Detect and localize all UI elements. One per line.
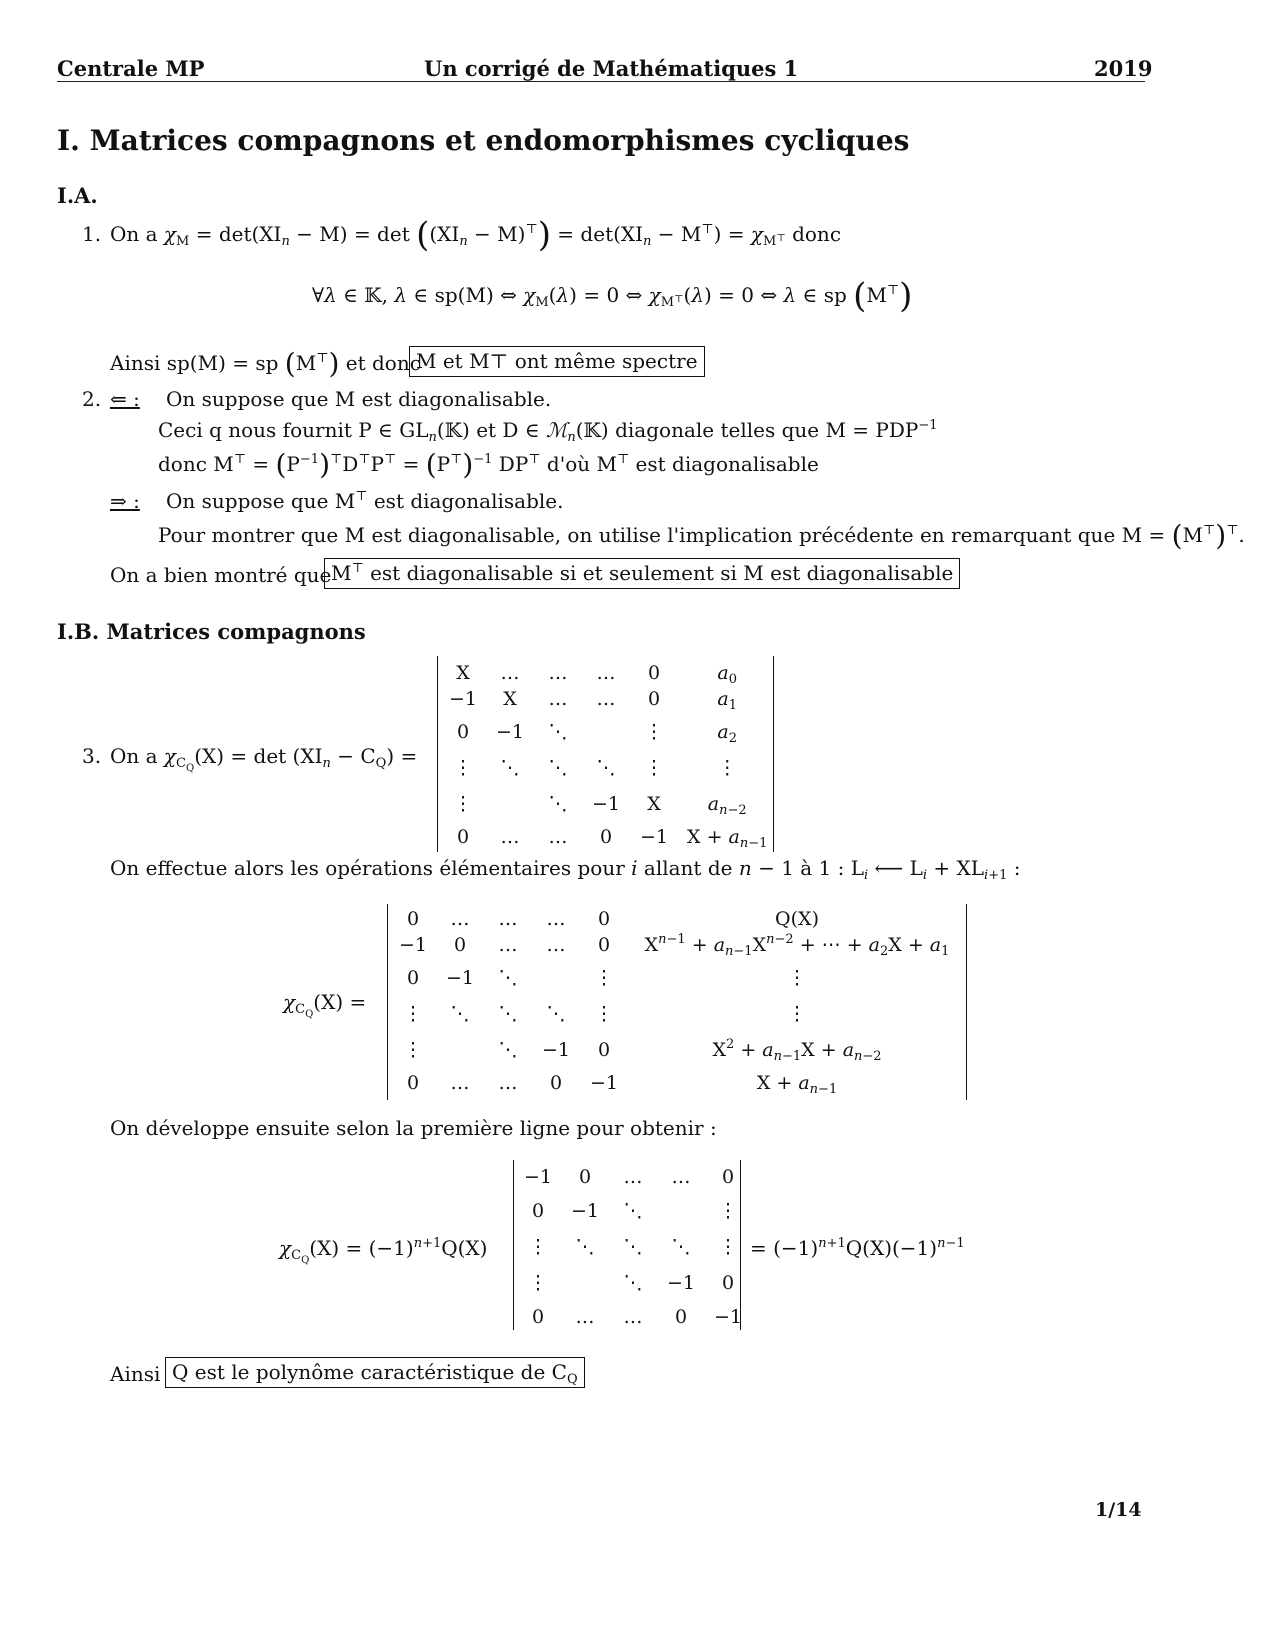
q2-direction-forward-text: On suppose que M⊤ est diagonalisable. [166, 489, 564, 513]
m1-cell: … [596, 662, 616, 684]
q2-line-factorization: Ceci q nous fournit P ∈ $GL_n(𝕂)$ et D ∈ ℳ$_n$(𝕂) diagonale telles que $M = PDP^{-1}$ [158, 418, 938, 445]
m2-cell: ⋱ [498, 967, 518, 989]
m3-cell: ⋱ [623, 1200, 643, 1222]
header-center: Un corrigé de Mathématiques 1 [424, 56, 799, 81]
m1-cell: 0 [456, 826, 470, 848]
m2-cell: 0 [597, 934, 611, 956]
m1-cell: ⋮ [453, 757, 473, 779]
m1-cell: −1 [592, 793, 621, 815]
m3-cell [657, 1191, 705, 1231]
q3-lead2: $\chi_{C_Q}(X)$ = [283, 990, 367, 1020]
m2-row [390, 932, 966, 958]
m2-cell: 0 [406, 908, 420, 930]
m2-cell: ⋱ [546, 1003, 566, 1025]
m2-cell: ⋱ [498, 1039, 518, 1061]
m1-cell: X [647, 793, 661, 815]
m3-cell: … [671, 1166, 691, 1188]
m1-cell: ⋱ [500, 757, 520, 779]
m2-cell: … [546, 934, 566, 956]
m3-cell: −1 [571, 1200, 600, 1222]
m1-row [440, 752, 776, 784]
m1-cell: $a_2$ [717, 721, 738, 746]
matrix2-left-bar [387, 904, 388, 1100]
q3-lead: On a $\chi_{C_Q}(X) = \det (XI_n - C_Q)$ = [110, 744, 418, 774]
m1-cell: X [503, 688, 517, 710]
m1-cell [582, 712, 630, 752]
q2-direction-reverse-text: On suppose que M est diagonalisable. [166, 387, 552, 411]
q2-direction-reverse: ⇐ : [110, 387, 140, 411]
m3-cell: ⋮ [528, 1272, 548, 1294]
m1-cell: … [500, 826, 520, 848]
q3-operations: On effectue alors les opérations élémentaires pour i allant de n − 1 à 1 : $L_i$ ⟵ $L_i + XL_{i+1}$ : [110, 856, 1021, 883]
m1-cell: $a_{n-2}$ [707, 793, 747, 818]
m1-cell [486, 784, 534, 824]
q3-conclusion-lead: Ainsi [110, 1362, 161, 1386]
m1-cell: −1 [496, 721, 525, 743]
m2-cell: … [546, 908, 566, 930]
m1-row [440, 784, 776, 824]
m3-row [515, 1231, 751, 1263]
m2-cell: ⋮ [594, 967, 614, 989]
m2-cell: … [450, 1072, 470, 1094]
q1-number: 1. [82, 222, 102, 246]
matrix3 [515, 1163, 751, 1331]
m3-cell: −1 [524, 1166, 553, 1188]
matrix1 [440, 660, 776, 850]
m3-cell: −1 [714, 1306, 743, 1328]
m1-cell: ⋱ [596, 757, 616, 779]
m2-cell: −1 [446, 967, 475, 989]
m2-cell: ⋱ [450, 1003, 470, 1025]
m1-cell: 0 [647, 662, 661, 684]
matrix2-right-bar [966, 904, 967, 1100]
m2-row [390, 998, 966, 1030]
page-number: 1/14 [1095, 1499, 1142, 1521]
m2-cell: ⋱ [498, 1003, 518, 1025]
q3-conclusion-box: Q est le polynôme caractéristique de $C_Q$ [165, 1357, 585, 1388]
m3-cell: 0 [531, 1306, 545, 1328]
q2-conclusion-box: M⊤ est diagonalisable si et seulement si M est diagonalisable [324, 558, 960, 589]
q2-number: 2. [82, 387, 102, 411]
m3-cell: ⋱ [623, 1236, 643, 1258]
m1-cell: … [548, 662, 568, 684]
m2-cell: … [498, 1072, 518, 1094]
subsection-b-title: I.B. Matrices compagnons [57, 619, 366, 644]
m2-cell: ⋮ [403, 1003, 423, 1025]
m2-cell: −1 [542, 1039, 571, 1061]
m3-cell: … [623, 1166, 643, 1188]
m1-cell: ⋮ [453, 793, 473, 815]
m2-cell: −1 [399, 934, 428, 956]
q1-conclusion-lead: Ainsi sp(M) = sp (M⊤) et donc [110, 347, 421, 380]
m3-cell: ⋮ [718, 1236, 738, 1258]
q3-lead3: $\chi_{C_Q}(X) = (-1)^{n+1}Q(X)$ [279, 1236, 488, 1266]
m1-cell: $a_0$ [717, 662, 738, 687]
q3-number: 3. [82, 744, 102, 768]
m1-cell: … [548, 826, 568, 848]
m3-cell: … [575, 1306, 595, 1328]
matrix1-left-bar [437, 656, 438, 852]
m2-cell: $X^{n-1} + a_{n-1}X^{n-2}$ + ⋯ + $a_2X + a_1$ [644, 932, 950, 959]
m3-cell: ⋱ [575, 1236, 595, 1258]
m2-cell: 0 [597, 908, 611, 930]
m3-row [515, 1163, 751, 1191]
m3-cell: −1 [667, 1272, 696, 1294]
q2-direction-forward: ⇒ : [110, 489, 140, 513]
m3-cell: ⋱ [671, 1236, 691, 1258]
m2-cell: … [498, 908, 518, 930]
m2-cell: ⋮ [594, 1003, 614, 1025]
m1-cell: $X + a_{n-1}$ [687, 826, 768, 851]
m1-row [440, 686, 776, 712]
m1-row [440, 824, 776, 850]
m1-cell: 0 [647, 688, 661, 710]
m1-cell: 0 [456, 721, 470, 743]
m2-row [390, 906, 966, 932]
m2-cell: ⋮ [787, 1003, 807, 1025]
m3-cell: 0 [721, 1166, 735, 1188]
m3-cell: 0 [531, 1200, 545, 1222]
m2-cell: $X + a_{n-1}$ [756, 1072, 838, 1097]
q3-tail3: = $(-1)^{n+1}Q(X)(-1)^{n-1}$ [750, 1236, 965, 1260]
q2-conclusion-lead: On a bien montré que [110, 563, 332, 587]
m3-row [515, 1263, 751, 1303]
m1-row [440, 712, 776, 752]
m2-cell: ⋮ [787, 967, 807, 989]
m3-cell: ⋮ [528, 1236, 548, 1258]
m1-cell: ⋱ [548, 721, 568, 743]
m2-cell: … [450, 908, 470, 930]
m3-cell: 0 [674, 1306, 688, 1328]
m1-cell: X [456, 662, 470, 684]
matrix2 [390, 906, 966, 1096]
m3-cell [561, 1263, 609, 1303]
m3-cell: ⋮ [718, 1200, 738, 1222]
m3-row [515, 1303, 751, 1331]
m3-cell: 0 [578, 1166, 592, 1188]
m3-cell: … [623, 1306, 643, 1328]
q3-development: On développe ensuite selon la première ligne pour obtenir : [110, 1116, 717, 1140]
m1-cell: ⋮ [644, 757, 664, 779]
m2-row [390, 1030, 966, 1070]
m2-cell: 0 [406, 967, 420, 989]
q2-line-implication: Pour montrer que M est diagonalisable, on utilise l'implication précédente en remarquant que M = (M⊤)⊤. [158, 519, 1245, 552]
m2-cell: … [498, 934, 518, 956]
header-left: Centrale MP [57, 56, 205, 81]
m1-cell: ⋱ [548, 757, 568, 779]
m1-cell: ⋮ [717, 757, 737, 779]
m2-cell: 0 [549, 1072, 563, 1094]
m2-cell [532, 958, 580, 998]
q2-line-transpose: donc $M^⊤ = (P^{-1})^⊤D^⊤P^⊤ = (P^⊤)^{-1}$ DP⊤ d'où M⊤ est diagonalisable [158, 448, 819, 481]
m1-cell: … [548, 688, 568, 710]
header-rule [57, 81, 1145, 82]
m2-cell: $X^2 + a_{n-1}X + a_{n-2}$ [712, 1037, 882, 1064]
header-right: 2019 [1094, 56, 1153, 81]
m2-row [390, 1070, 966, 1096]
section-title: I. Matrices compagnons et endomorphismes cycliques [57, 124, 910, 157]
m3-row [515, 1191, 751, 1231]
m2-cell: Q(X) [775, 908, 819, 930]
m3-cell: ⋱ [623, 1272, 643, 1294]
m1-cell: −1 [640, 826, 669, 848]
q1-conclusion-box: M et M⊤ ont même spectre [409, 346, 705, 377]
m2-cell: ⋮ [403, 1039, 423, 1061]
q1-display-equation: ∀λ ∈ 𝕂, λ ∈ sp(M) ⇔ $\chi_M(\lambda) = 0$ ⇔ $\chi_{M^⊤}(\lambda) = 0$ ⇔ λ ∈ sp (M⊤) [312, 276, 913, 316]
m2-cell [436, 1030, 484, 1070]
m2-cell: −1 [590, 1072, 619, 1094]
m1-cell: … [596, 688, 616, 710]
m1-cell: $a_1$ [717, 688, 738, 713]
m2-row [390, 958, 966, 998]
m2-cell: 0 [453, 934, 467, 956]
m2-cell: 0 [597, 1039, 611, 1061]
matrix3-left-bar [513, 1160, 514, 1330]
m1-cell: … [500, 662, 520, 684]
q1-line: On a $\chi_M = \det(XI_n - M) = \det ((XI_n - M)^⊤) = \det(XI_n - M^⊤) = \chi_{M^⊤}$ donc [110, 215, 842, 255]
m1-cell: −1 [449, 688, 478, 710]
m2-cell: 0 [406, 1072, 420, 1094]
m1-cell: 0 [599, 826, 613, 848]
m1-cell: ⋱ [548, 793, 568, 815]
m1-row [440, 660, 776, 686]
m1-cell: ⋮ [644, 721, 664, 743]
m3-cell: 0 [721, 1272, 735, 1294]
subsection-a-title: I.A. [57, 183, 98, 208]
